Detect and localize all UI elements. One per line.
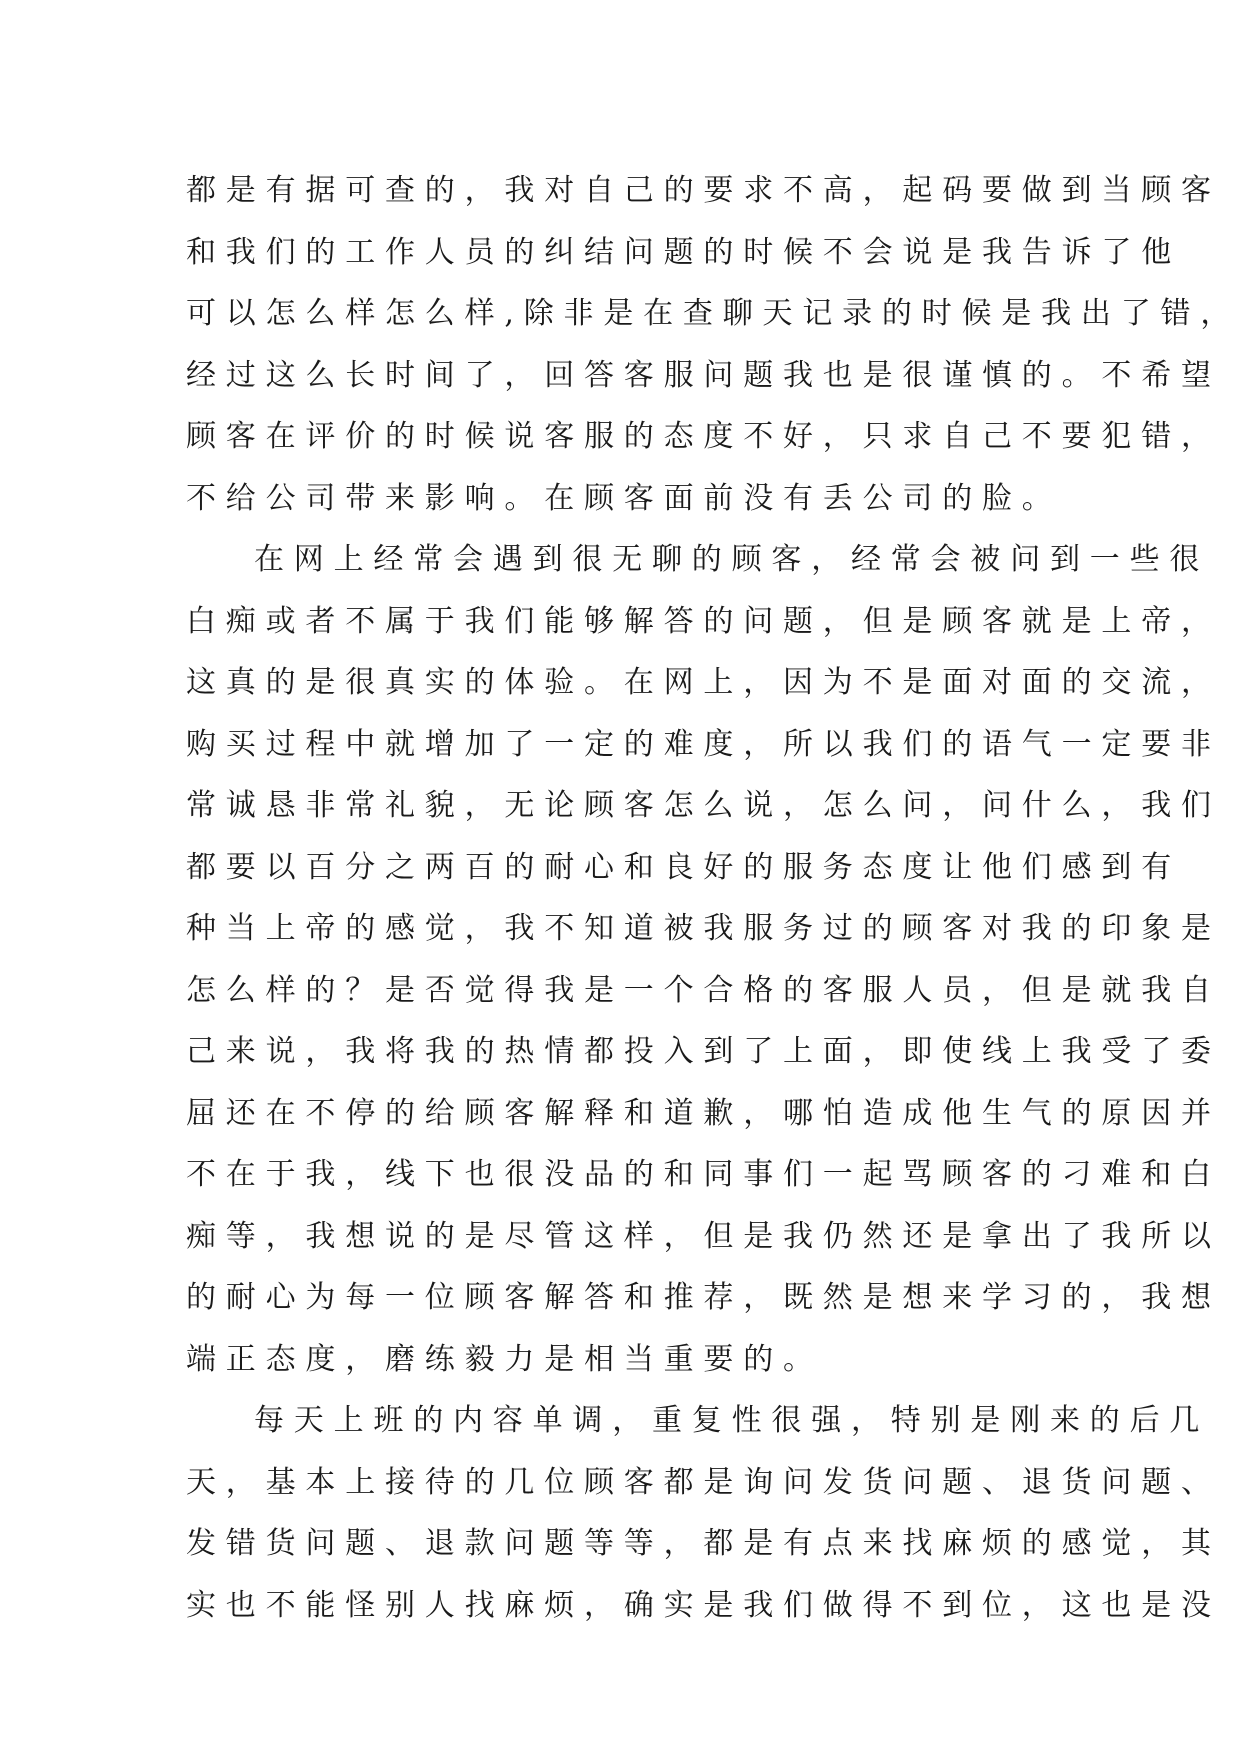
text-line: 种当上帝的感觉，我不知道被我服务过的顾客对我的印象是 [186, 911, 1221, 946]
body-text [186, 160, 1241, 1636]
text-line: 不在于我，线下也很没品的和同事们一起骂顾客的刁难和白 [186, 1157, 1221, 1192]
text-line: 怎么样的？是否觉得我是一个合格的客服人员，但是就我自 [186, 972, 1221, 1008]
text-line: 发错货问题、退款问题等等，都是有点来找麻烦的感觉，其 [186, 1526, 1221, 1561]
text-line: 实也不能怪别人找麻烦，确实是我们做得不到位，这也是没 [186, 1587, 1221, 1623]
text-line: 端正态度，磨练毅力是相当重要的。 [186, 1341, 823, 1377]
paragraph [186, 1390, 1221, 1636]
text-line: 痴等，我想说的是尽管这样，但是我仍然还是拿出了我所以 [186, 1218, 1221, 1254]
text-line: 和我们的工作人员的纠结问题的时候不会说是我告诉了他 [186, 234, 1181, 270]
text-line: 可以怎么样怎么样,除非是在查聊天记录的时候是我出了错， [186, 296, 1241, 331]
text-line: 购买过程中就增加了一定的难度，所以我们的语气一定要非 [186, 726, 1221, 762]
text-line: 白痴或者不属于我们能够解答的问题，但是顾客就是上帝， [186, 603, 1221, 639]
text-line: 常诚恳非常礼貌，无论顾客怎么说，怎么问，问什么，我们 [186, 788, 1221, 823]
text-line: 在网上经常会遇到很无聊的顾客，经常会被问到一些很 [254, 542, 1210, 577]
text-line: 天，基本上接待的几位顾客都是询问发货问题、退货问题、 [186, 1464, 1221, 1500]
text-line: 的耐心为每一位顾客解答和推荐，既然是想来学习的，我想 [186, 1280, 1221, 1315]
paragraph [186, 529, 1221, 1390]
text-line: 都要以百分之两百的耐心和良好的服务态度让他们感到有 [186, 849, 1181, 885]
text-line: 每天上班的内容单调，重复性很强，特别是刚来的后几 [254, 1403, 1210, 1438]
text-line: 不给公司带来影响。在顾客面前没有丢公司的脸。 [186, 480, 1062, 516]
text-line: 己来说，我将我的热情都投入到了上面，即使线上我受了委 [186, 1034, 1221, 1069]
text-line: 经过这么长时间了，回答客服问题我也是很谨慎的。不希望 [186, 357, 1221, 393]
text-line: 屈还在不停的给顾客解释和道歉，哪怕造成他生气的原因并 [186, 1095, 1221, 1131]
text-line: 顾客在评价的时候说客服的态度不好，只求自己不要犯错， [186, 419, 1221, 454]
text-line: 这真的是很真实的体验。在网上，因为不是面对面的交流， [186, 665, 1221, 700]
paragraph [186, 160, 1241, 529]
text-line: 都是有据可查的，我对自己的要求不高，起码要做到当顾客 [186, 173, 1221, 208]
